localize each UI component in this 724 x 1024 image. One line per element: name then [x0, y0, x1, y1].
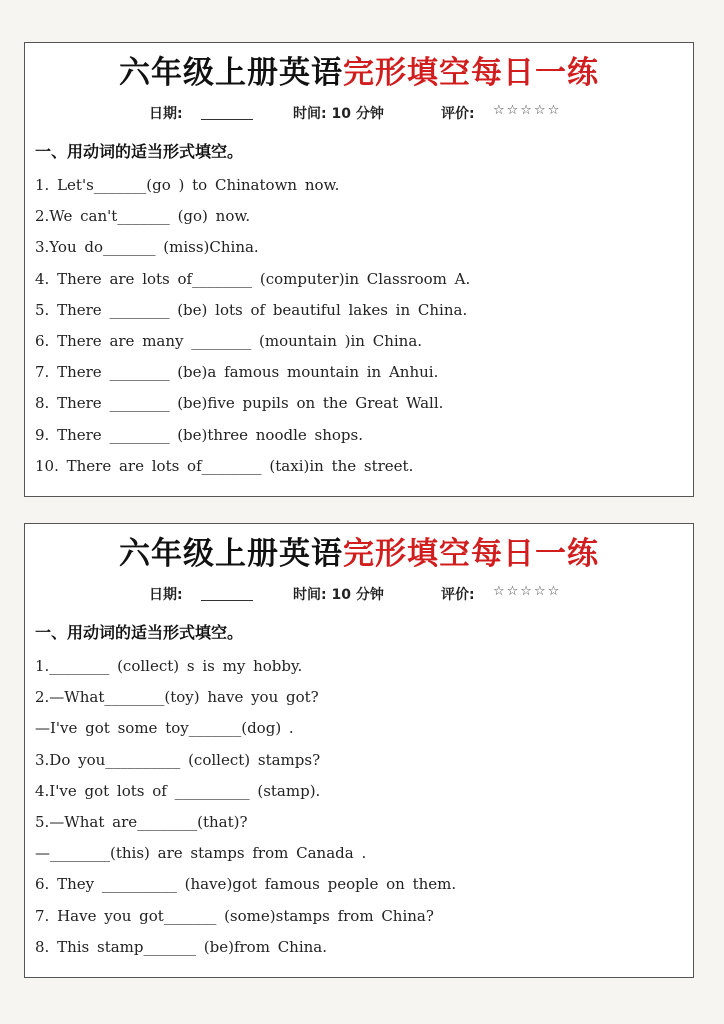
exercise-item: 7. There ________ (be)a famous mountain in Anhui.: [35, 363, 439, 382]
exercise-item: 9. There ________ (be)three noodle shops.: [35, 425, 363, 444]
exercise-item: 1.________ (collect) s is my hobby.: [35, 657, 303, 675]
rating-stars: ☆☆☆☆☆: [493, 584, 562, 599]
worksheet-card-2: [24, 523, 694, 978]
rating-label: 评价:: [441, 587, 475, 603]
exercise-item: 5. There ________ (be) lots of beautiful lakes in China.: [35, 300, 468, 319]
exercise-item: 3.You do_______ (miss)China.: [35, 238, 259, 257]
exercise-item: 2.—What________(toy) have you got?: [35, 688, 319, 707]
date-label: 日期:: [149, 587, 183, 603]
title-black-part: 六年级上册英语: [119, 536, 343, 572]
rating-label: 评价:: [441, 106, 475, 122]
exercise-item: 8. This stamp_______ (be)from China.: [35, 937, 328, 956]
exercise-item: 10. There are lots of________ (taxi)in the street.: [35, 456, 414, 475]
exercise-item: 1. Let's_______(go ) to Chinatown now.: [35, 176, 340, 194]
exercise-item: —I've got some toy_______(dog) .: [35, 719, 294, 738]
exercise-item: 2.We can't_______ (go) now.: [35, 207, 251, 226]
exercise-item: 8. There ________ (be)five pupils on the Great Wall.: [35, 394, 444, 413]
worksheet-card-1: [24, 42, 694, 497]
title-red-part: 完形填空每日一练: [343, 55, 599, 91]
exercise-item: 3.Do you__________ (collect) stamps?: [35, 750, 321, 769]
exercise-item: 4. There are lots of________ (computer)in Classroom A.: [35, 269, 471, 288]
section-title: 一、用动词的适当形式填空。: [35, 623, 244, 642]
date-blank: [201, 105, 253, 120]
rating-stars: ☆☆☆☆☆: [493, 103, 562, 118]
exercise-item: 6. There are many ________ (mountain )in China.: [35, 331, 423, 350]
exercise-item: —________(this) are stamps from Canada .: [35, 844, 367, 863]
worksheet-title: [25, 53, 693, 93]
date-blank: [201, 586, 253, 601]
title-red-part: 完形填空每日一练: [343, 536, 599, 572]
meta-row: [25, 584, 693, 610]
exercise-item: 4.I've got lots of __________ (stamp).: [35, 781, 321, 800]
meta-row: [25, 103, 693, 129]
time-label: 时间: 10 分钟: [293, 106, 384, 122]
worksheet-title: [25, 534, 693, 574]
section-title: 一、用动词的适当形式填空。: [35, 142, 244, 161]
title-black-part: 六年级上册英语: [119, 55, 343, 91]
exercise-list: [35, 170, 693, 482]
date-label: 日期:: [149, 106, 183, 122]
exercise-item: 6. They __________ (have)got famous people on them.: [35, 875, 457, 894]
time-label: 时间: 10 分钟: [293, 587, 384, 603]
exercise-item: 5.—What are________(that)?: [35, 812, 248, 831]
exercise-list: [35, 651, 693, 963]
exercise-item: 7. Have you got_______ (some)stamps from China?: [35, 906, 434, 925]
